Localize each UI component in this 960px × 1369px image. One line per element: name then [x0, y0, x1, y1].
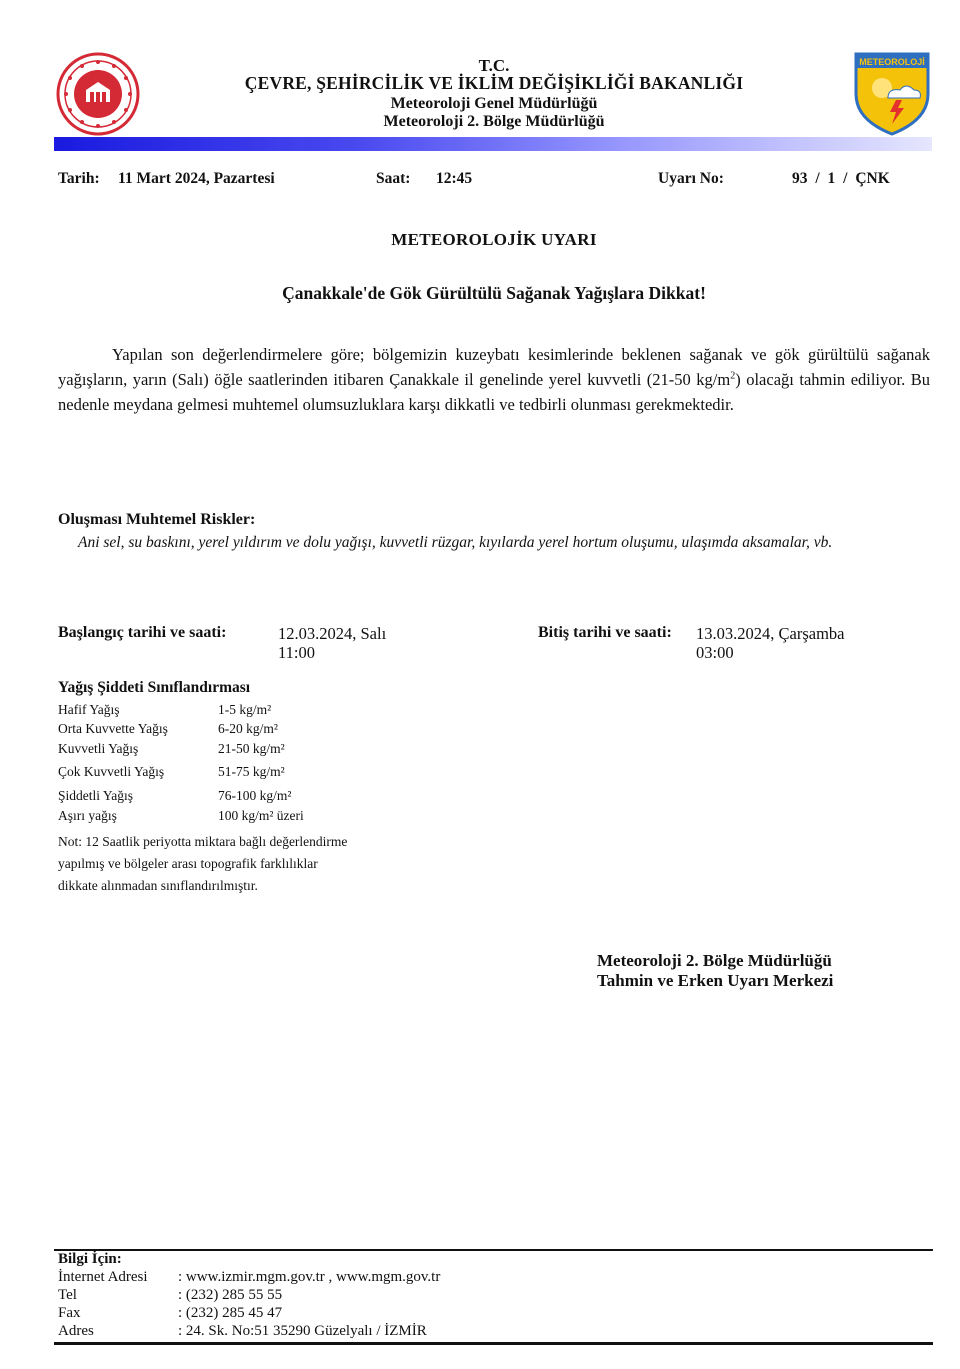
- classification-row-value: 100 kg/m² üzeri: [218, 808, 304, 823]
- footer-label-website: İnternet Adresi: [58, 1269, 148, 1285]
- start-label: Başlangıç tarihi ve saati:: [58, 624, 227, 641]
- footer-label-address: Adres: [58, 1323, 94, 1339]
- time-label: Saat:: [376, 170, 411, 187]
- header-directorate: Meteoroloji Genel Müdürlüğü: [390, 95, 598, 112]
- warning-no-value: 93 / 1 / ÇNK: [792, 170, 890, 187]
- footer-value-website[interactable]: : www.izmir.mgm.gov.tr , www.mgm.gov.tr: [178, 1269, 441, 1285]
- header-ministry: ÇEVRE, ŞEHİRCİLİK VE İKLİM DEĞİŞİKLİĞİ BAKANLIĞI: [244, 73, 744, 93]
- footer-title: Bilgi İçin:: [58, 1251, 122, 1267]
- start-date: 12.03.2024, Salı: [278, 624, 387, 643]
- header-gradient-bar: [54, 137, 932, 151]
- end-date: 13.03.2024, Çarşamba: [696, 624, 845, 643]
- warning-no-label: Uyarı No:: [658, 170, 724, 187]
- classification-row-value: 1-5 kg/m²: [218, 702, 272, 717]
- start-value: [278, 624, 468, 662]
- time-value: 12:45: [436, 170, 473, 187]
- classification-row-name: Orta Kuvvette Yağış: [58, 721, 168, 736]
- footer-top-rule: [54, 1249, 933, 1251]
- end-value: [696, 624, 886, 662]
- date-label: Tarih:: [58, 170, 100, 187]
- classification-note-line: Not: 12 Saatlik periyotta miktara bağlı değerlendirme: [58, 834, 348, 849]
- end-label: Bitiş tarihi ve saati:: [538, 624, 672, 641]
- signature-line1: Meteoroloji 2. Bölge Müdürlüğü: [597, 951, 832, 970]
- footer-value-fax: : (232) 285 45 47: [178, 1305, 283, 1321]
- date-value: 11 Mart 2024, Pazartesi: [118, 170, 275, 187]
- classification-note-line: dikkate alınmadan sınıflandırılmıştır.: [58, 878, 258, 893]
- classification-title: Yağış Şiddeti Sınıflandırması: [58, 679, 251, 696]
- body-text-part2: ) olacağı tahmin ediliyor. Bu nedenle meydana gelmesi muhtemel olumsuzluklara karşı dikkatli ve tedbirli olunması gerekmektedir.: [58, 370, 930, 414]
- header-tc: T.C.: [478, 56, 510, 75]
- footer-label-fax: Fax: [58, 1305, 81, 1321]
- footer-bottom-rule: [54, 1342, 933, 1345]
- classification-row-name: Çok Kuvvetli Yağış: [58, 764, 165, 779]
- classification-note: [58, 831, 403, 897]
- classification-row-value: 6-20 kg/m²: [218, 721, 278, 736]
- risks-title: Oluşması Muhtemel Riskler:: [58, 511, 256, 528]
- classification-row-name: Kuvvetli Yağış: [58, 741, 139, 756]
- signature-line2: Tahmin ve Erken Uyarı Merkezi: [597, 971, 834, 990]
- meteoroloji-logo-text: METEOROLOJİ: [859, 57, 925, 67]
- classification-row-name: Şiddetli Yağış: [58, 788, 134, 803]
- end-time: 03:00: [696, 643, 734, 662]
- header-region: Meteoroloji 2. Bölge Müdürlüğü: [383, 113, 605, 130]
- body-paragraph: [58, 342, 930, 417]
- document-subtitle: Çanakkale'de Gök Gürültülü Sağanak Yağışlara Dikkat!: [282, 283, 706, 303]
- classification-row-name: Hafif Yağış: [58, 702, 120, 717]
- body-superscript: 2: [730, 370, 736, 382]
- body-text-part1: Yapılan son değerlendirmelere göre; bölgemizin kuzeybatı kesimlerinde beklenen sağanak ve gök gürültülü sağanak yağışların, yarın (Salı) öğle saatlerinden itibaren Çanakkale il genelinde yerel kuvvetli (21-50 kg/m: [58, 345, 930, 389]
- document-title: METEOROLOJİK UYARI: [391, 230, 597, 249]
- footer-value-address: : 24. Sk. No:51 35290 Güzelyalı / İZMİR: [178, 1323, 427, 1339]
- footer-value-tel: : (232) 285 55 55: [178, 1287, 283, 1303]
- footer-label-tel: Tel: [58, 1287, 77, 1303]
- classification-row-value: 76-100 kg/m²: [218, 788, 292, 803]
- classification-row-name: Aşırı yağış: [58, 808, 117, 823]
- classification-note-line: yapılmış ve bölgeler arası topografik farklılıklar: [58, 856, 318, 871]
- classification-row-value: 51-75 kg/m²: [218, 764, 285, 779]
- start-time: 11:00: [278, 643, 315, 662]
- risks-text: Ani sel, su baskını, yerel yıldırım ve dolu yağışı, kuvvetli rüzgar, kıyılarda yerel hortum oluşumu, ulaşımda aksamalar, vb.: [78, 534, 833, 551]
- classification-row-value: 21-50 kg/m²: [218, 741, 285, 756]
